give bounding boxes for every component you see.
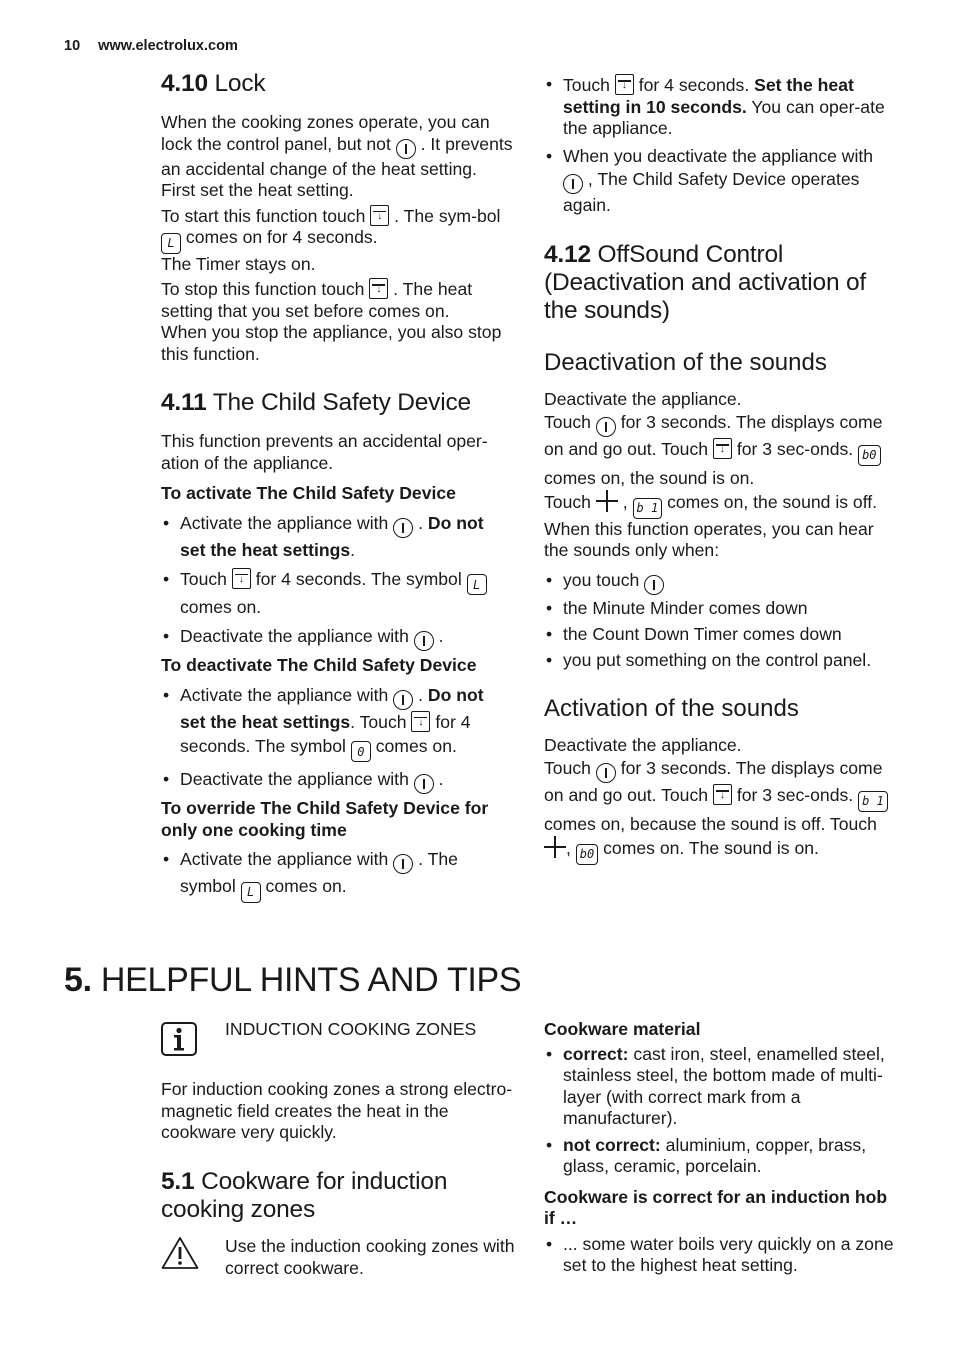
lock-paragraph-6: When you stop the appliance, you also stop this function.: [161, 322, 502, 364]
cookware-block: [544, 1019, 896, 1277]
cookware-material-label: Cookware material: [544, 1019, 701, 1039]
display-l-icon: L: [467, 574, 487, 595]
power-icon: [393, 518, 413, 538]
info-icon: [161, 1022, 197, 1056]
lock-key-icon: [713, 784, 732, 805]
lock-key-icon: [370, 205, 389, 226]
activate-list: [161, 511, 513, 652]
list-item: • Activate the appliance with . Do not set the heat settings. Touch ↓ for 4 seconds. The symbol 0 comes on.: [161, 683, 513, 763]
lock-paragraph-1: When the cooking zones operate, you can lock the control panel, but not . It prevents an accidental change of the heat setting.: [161, 112, 513, 179]
induction-intro: For induction cooking zones a strong electro-magnetic field creates the heat in the cookware very quickly.: [161, 1079, 513, 1142]
lock-paragraph-4: The Timer stays on.: [161, 253, 316, 274]
lock-key-icon: [713, 438, 732, 459]
display-zero-icon: 0: [351, 741, 371, 762]
deactivation-heading: Deactivation of the sounds: [544, 348, 827, 376]
deact-paragraph-2: Touch for 3 seconds. The displays come on and go out. Touch ↓ for 3 sec-onds. b0 comes on, the sound is on.: [544, 410, 896, 490]
deactivate-list: [161, 683, 513, 795]
list-item: • Touch ↓ for 4 seconds. Set the heat setting in 10 seconds. You can oper-ate the appliance.: [544, 74, 896, 140]
lock-key-icon: [411, 711, 430, 732]
override-label: To override The Child Safety Device for only one cooking time: [161, 798, 489, 840]
deact-paragraph-3: Touch , b 1 comes on, the sound is off.: [544, 490, 896, 519]
lock-key-icon: [232, 568, 251, 589]
list-item: • correct: cast iron, steel, enamelled steel, stainless steel, the bottom made of multi-layer (with correct mark from a manufacturer).: [546, 1043, 885, 1128]
cookware-correct-label: Cookware is correct for an induction hob if …: [544, 1186, 888, 1228]
display-b1-icon: b 1: [858, 791, 888, 812]
plus-icon: [544, 836, 566, 858]
power-icon: [596, 763, 616, 783]
power-icon: [414, 774, 434, 794]
right-column: [544, 70, 896, 865]
act-paragraph-1: Deactivate the appliance.: [544, 734, 742, 755]
act-paragraph-2: Touch for 3 seconds. The displays come on and go out. Touch ↓ for 3 sec-onds. b 1 comes on, because the sound is off. Touch , b0 comes on. The sound is on.: [544, 756, 896, 865]
warning-icon: [161, 1236, 199, 1270]
lock-key-icon: [369, 278, 388, 299]
display-l-icon: L: [241, 882, 261, 903]
lock-key-icon: [615, 74, 634, 95]
list-item: • you put something on the control panel.: [546, 649, 872, 670]
list-item: • ... some water boils very quickly on a zone set to the highest heat setting.: [546, 1233, 894, 1275]
override-list: [161, 847, 513, 903]
list-item: • When you deactivate the appliance with , The Child Safety Device operates again.: [546, 145, 874, 215]
list-item: • Deactivate the appliance with .: [161, 767, 513, 794]
page-header: [64, 38, 238, 54]
activate-label: To activate The Child Safety Device: [161, 483, 456, 503]
chapter-5-heading: 5. HELPFUL HINTS AND TIPS: [64, 961, 522, 999]
child-safety-intro: This function prevents an accidental oper-ation of the appliance.: [161, 431, 488, 473]
activation-heading: Activation of the sounds: [544, 694, 799, 722]
sounds-list: [544, 567, 896, 673]
list-item: • Touch ↓ for 4 seconds. The symbol L comes on.: [161, 567, 513, 620]
power-icon: [563, 174, 583, 194]
child-safety-continued-list: [544, 74, 896, 217]
list-item: • you touch: [544, 567, 896, 595]
section-5-1-heading: 5.1 Cookware for induction cooking zones: [161, 1168, 448, 1223]
site-url[interactable]: www.electrolux.com: [98, 38, 238, 54]
lock-paragraph-2: First set the heat setting.: [161, 180, 354, 200]
deactivate-label: To deactivate The Child Safety Device: [161, 655, 477, 675]
list-item: • Activate the appliance with . Do not set the heat settings.: [163, 512, 484, 560]
section-4-11-heading: 4.11 The Child Safety Device: [161, 389, 471, 416]
cookware-correct-list: [544, 1234, 896, 1277]
display-b1-icon: b 1: [633, 498, 663, 519]
display-b0-icon: b0: [576, 844, 598, 865]
info-caption: INDUCTION COOKING ZONES: [225, 1019, 477, 1039]
power-icon: [393, 854, 413, 874]
list-item: • the Minute Minder comes down: [546, 597, 808, 618]
plus-icon: [596, 490, 618, 512]
display-l-icon: L: [161, 233, 181, 254]
lock-paragraph-3: To start this function touch ↓ . The sym-bol L comes on for 4 seconds.: [161, 205, 513, 254]
list-item: • Activate the appliance with . The symbol L comes on.: [161, 847, 513, 903]
deact-paragraph-1: Deactivate the appliance.: [544, 388, 742, 409]
list-item: • the Count Down Timer comes down: [546, 623, 842, 644]
lock-paragraph-5: To stop this function touch ↓ . The heat setting that you set before comes on.: [161, 278, 513, 322]
warning-text: Use the induction cooking zones with correct cookware.: [225, 1236, 515, 1278]
list-item: • not correct: aluminium, copper, brass, glass, ceramic, porcelain.: [546, 1134, 867, 1176]
section-4-10-heading: 4.10 Lock: [161, 70, 266, 97]
power-icon: [414, 631, 434, 651]
left-column: [161, 70, 513, 903]
deact-paragraph-4: When this function operates, you can hear the sounds only when:: [544, 518, 874, 560]
power-icon: [644, 575, 664, 595]
section-4-12-heading: 4.12 OffSound Control (Deactivation and activation of the sounds): [544, 240, 867, 324]
power-icon: [393, 690, 413, 710]
cookware-material-list: [544, 1044, 896, 1178]
page-number: 10: [64, 38, 81, 54]
power-icon: [396, 139, 416, 159]
display-b0-icon: b0: [858, 445, 880, 466]
power-icon: [596, 417, 616, 437]
list-item: • Deactivate the appliance with .: [161, 624, 513, 651]
